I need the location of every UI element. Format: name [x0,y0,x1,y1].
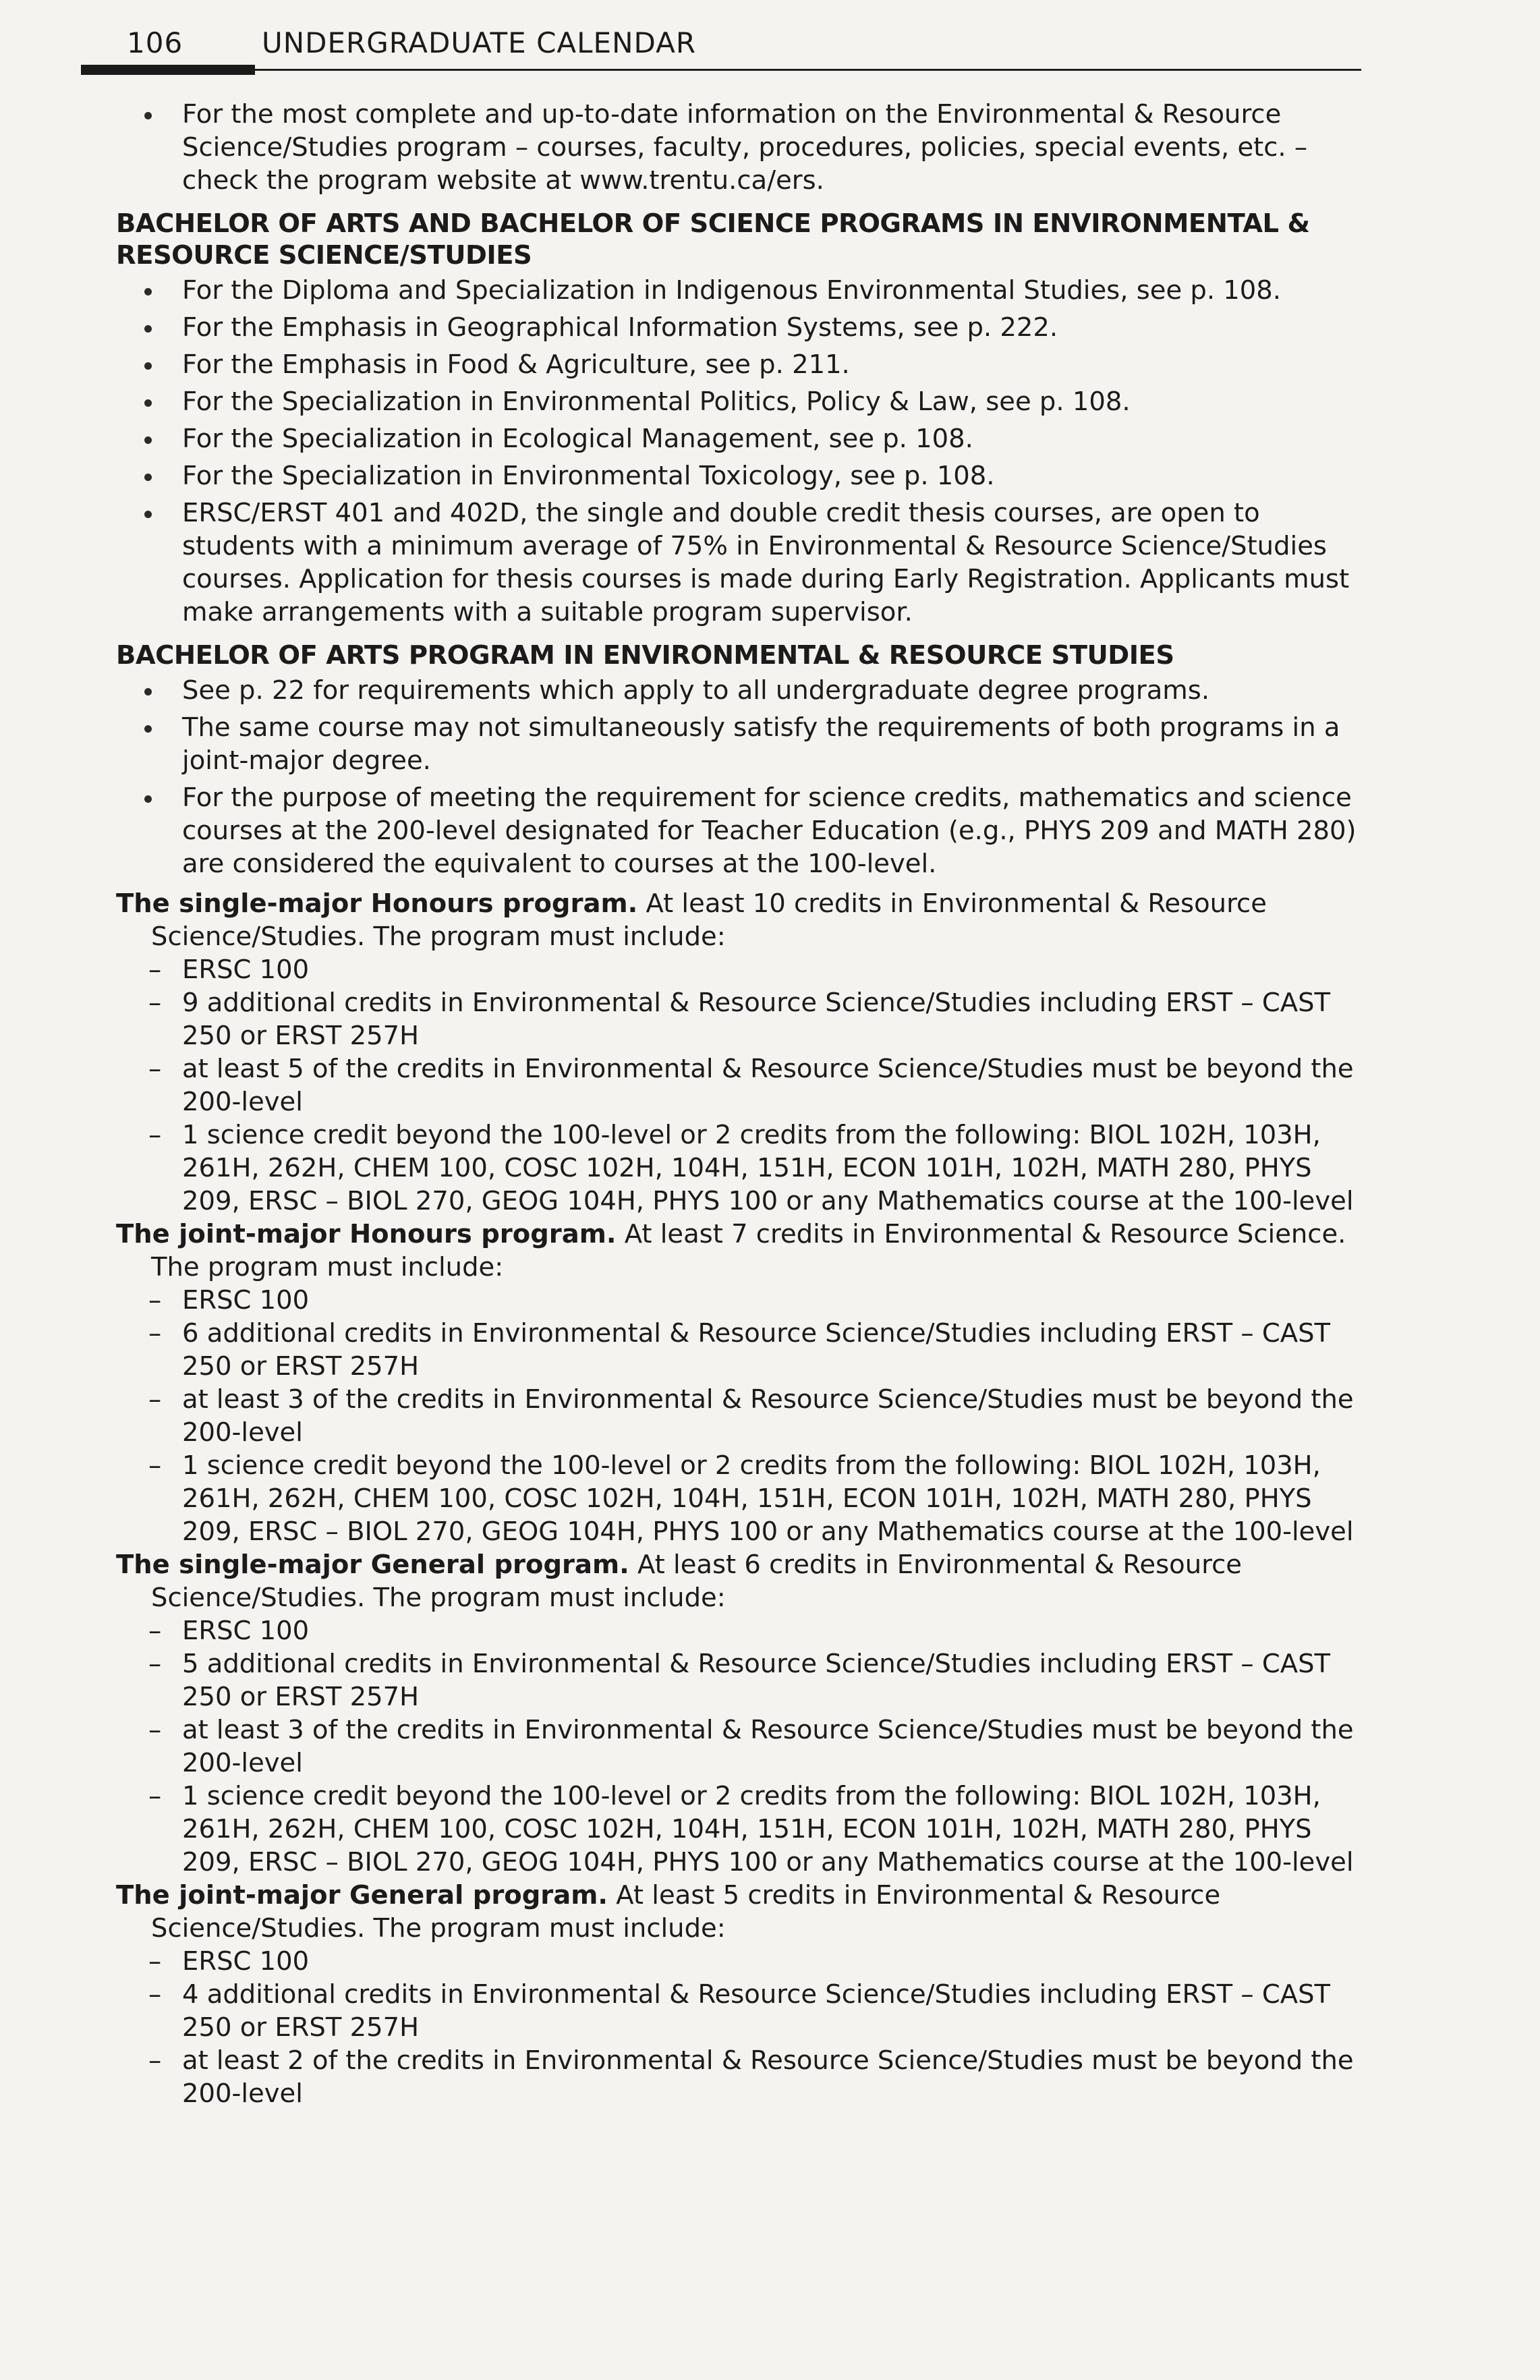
program-single-major-honours [116,887,1371,1218]
page-header [127,26,1361,61]
bullet-icon [144,436,152,444]
list-item [116,497,1371,629]
dash-marker: – [148,1384,162,1415]
bullet-icon [144,474,152,481]
list-item [116,1118,1371,1218]
requirement-list [116,953,1371,1218]
page-content [116,98,1371,2110]
list-item [116,1647,1371,1713]
program-joint-major-general [116,1879,1371,2110]
requirement-text: ERSC 100 [182,1946,310,1977]
requirement-text: ERSC 100 [182,1285,310,1315]
list-item [116,2044,1371,2110]
program-intro: At least 7 credits in Environmental & Resource Science. The program must include: [151,1219,1346,1282]
requirement-text: 5 additional credits in Environmental & Resource Science/Studies including ERST – CAST 250 or ERST 257H [182,1649,1331,1712]
requirement-text: 9 additional credits in Environmental & Resource Science/Studies including ERST – CAST 250 or ERST 257H [182,988,1331,1051]
bullet-text: For the purpose of meeting the requirement for science credits, mathematics and science courses at the 200-level designated for Teacher Education (e.g., PHYS 209 and MATH 280) are considered the equivalent to courses at the 100-level. [182,783,1357,879]
dash-marker: – [148,988,162,1018]
section2-bullet-list [116,674,1371,880]
dash-marker: – [148,1054,162,1084]
section-heading-ba-bsc: BACHELOR OF ARTS AND BACHELOR OF SCIENCE PROGRAMS IN ENVIRONMENTAL & RESOURCE SCIENCE/STUDIES [116,208,1310,271]
dash-marker: – [148,1715,162,1745]
program-heading [116,1548,1371,1614]
requirement-text: 4 additional credits in Environmental & Resource Science/Studies including ERST – CAST 250 or ERST 257H [182,1979,1331,2043]
requirement-text: 1 science credit beyond the 100-level or 2 credits from the following: BIOL 102H, 103H, 261H, 262H, CHEM 100, COSC 102H, 104H, 151H, ECON 101H, 102H, MATH 280, PHYS 209, ERSC – BIOL 270, GEOG 104H, PHYS 100 or any Mathematics course at the 100-level [182,1781,1354,1877]
page-number: 106 [127,26,183,59]
bullet-text: For the Emphasis in Food & Agriculture, see p. 211. [182,349,850,380]
program-intro: At least 5 credits in Environmental & Resource Science/Studies. The program must include: [151,1880,1221,1944]
requirement-text: ERSC 100 [182,1616,310,1646]
dash-marker: – [148,1946,162,1977]
dash-marker: – [148,1649,162,1679]
bullet-text: For the Specialization in Environmental Politics, Policy & Law, see p. 108. [182,387,1131,417]
list-item [116,1978,1371,2044]
program-joint-major-honours [116,1218,1371,1548]
section-heading-ba: BACHELOR OF ARTS PROGRAM IN ENVIRONMENTAL & RESOURCE STUDIES [116,640,1174,671]
section1-bullet-list [116,274,1371,629]
list-item [116,459,1371,492]
running-title: UNDERGRADUATE CALENDAR [262,26,697,59]
bullet-icon [144,288,152,295]
list-item [116,1383,1371,1449]
bullet-text: For the Specialization in Environmental Toxicology, see p. 108. [182,461,995,491]
requirement-list [116,1945,1371,2110]
list-item [116,98,1371,197]
list-item [116,385,1371,418]
dash-marker: – [148,955,162,985]
bullet-text: The same course may not simultaneously satisfy the requirements of both programs in a joint-major degree. [182,712,1340,776]
bullet-text: For the most complete and up-to-date information on the Environmental & Resource Science/Studies program – courses, faculty, procedures, policies, special events, etc. – check the program website at www.trentu.ca/ers. [182,99,1308,196]
requirement-text: at least 3 of the credits in Environmental & Resource Science/Studies must be beyond the 200-level [182,1715,1354,1778]
list-item [116,1449,1371,1548]
dash-marker: – [148,1120,162,1150]
requirement-text: 1 science credit beyond the 100-level or 2 credits from the following: BIOL 102H, 103H, 261H, 262H, CHEM 100, COSC 102H, 104H, 151H, ECON 101H, 102H, MATH 280, PHYS 209, ERSC – BIOL 270, GEOG 104H, PHYS 100 or any Mathematics course at the 100-level [182,1120,1354,1216]
requirement-text: at least 3 of the credits in Environmental & Resource Science/Studies must be beyond the 200-level [182,1384,1354,1448]
bullet-text: For the Emphasis in Geographical Information Systems, see p. 222. [182,312,1058,343]
requirement-text: 1 science credit beyond the 100-level or 2 credits from the following: BIOL 102H, 103H, 261H, 262H, CHEM 100, COSC 102H, 104H, 151H, ECON 101H, 102H, MATH 280, PHYS 209, ERSC – BIOL 270, GEOG 104H, PHYS 100 or any Mathematics course at the 100-level [182,1450,1354,1547]
list-item [116,311,1371,344]
dash-marker: – [148,1781,162,1811]
dash-marker: – [148,1616,162,1646]
list-item [116,1284,1371,1317]
dash-marker: – [148,2045,162,2076]
bullet-text: ERSC/ERST 401 and 402D, the single and double credit thesis courses, are open to students with a minimum average of 75% in Environmental & Resource Science/Studies courses. Application for thesis courses is made during Early Registration. Applicants must make arrangements with a suitable program supervisor. [182,498,1350,627]
bullet-icon [144,399,152,407]
bullet-text: For the Specialization in Ecological Management, see p. 108. [182,424,973,454]
bullet-icon [144,795,152,803]
program-heading [116,1879,1371,1945]
requirement-text: ERSC 100 [182,955,310,985]
bullet-icon [144,112,152,119]
requirement-list [116,1614,1371,1879]
list-item [116,781,1371,880]
list-item [116,348,1371,381]
bullet-text: See p. 22 for requirements which apply to all undergraduate degree programs. [182,675,1210,706]
list-item [116,422,1371,455]
list-item [116,674,1371,707]
dash-marker: – [148,1450,162,1481]
requirement-text: 6 additional credits in Environmental & Resource Science/Studies including ERST – CAST 250 or ERST 257H [182,1318,1331,1382]
program-heading [116,887,1371,953]
dash-marker: – [148,1979,162,2010]
program-intro: At least 10 credits in Environmental & Resource Science/Studies. The program must include: [151,888,1267,952]
list-item [116,274,1371,307]
program-intro: At least 6 credits in Environmental & Resource Science/Studies. The program must include: [151,1550,1242,1613]
bullet-icon [144,688,152,696]
program-heading [116,1218,1371,1284]
requirement-text: at least 5 of the credits in Environmental & Resource Science/Studies must be beyond the 200-level [182,1054,1354,1117]
header-rule [81,69,1361,71]
list-item [116,1780,1371,1879]
bullet-icon [144,325,152,333]
list-item [116,711,1371,777]
bullet-text: For the Diploma and Specialization in Indigenous Environmental Studies, see p. 108. [182,275,1282,306]
program-title: The joint-major General program. [116,1880,608,1910]
list-item [116,953,1371,986]
dash-marker: – [148,1318,162,1349]
intro-bullet-list [116,98,1371,197]
header-tab-bar [81,65,255,75]
program-single-major-general [116,1548,1371,1879]
bullet-icon [144,511,152,518]
list-item [116,1713,1371,1780]
bullet-icon [144,725,152,733]
list-item [116,1945,1371,1978]
program-title: The joint-major Honours program. [116,1219,617,1249]
list-item [116,986,1371,1052]
dash-marker: – [148,1285,162,1315]
list-item [116,1614,1371,1647]
list-item [116,1317,1371,1383]
program-title: The single-major Honours program. [116,888,638,919]
program-title: The single-major General program. [116,1550,629,1580]
requirement-list [116,1284,1371,1548]
bullet-icon [144,362,152,370]
requirement-text: at least 2 of the credits in Environmental & Resource Science/Studies must be beyond the 200-level [182,2045,1354,2109]
list-item [116,1052,1371,1118]
